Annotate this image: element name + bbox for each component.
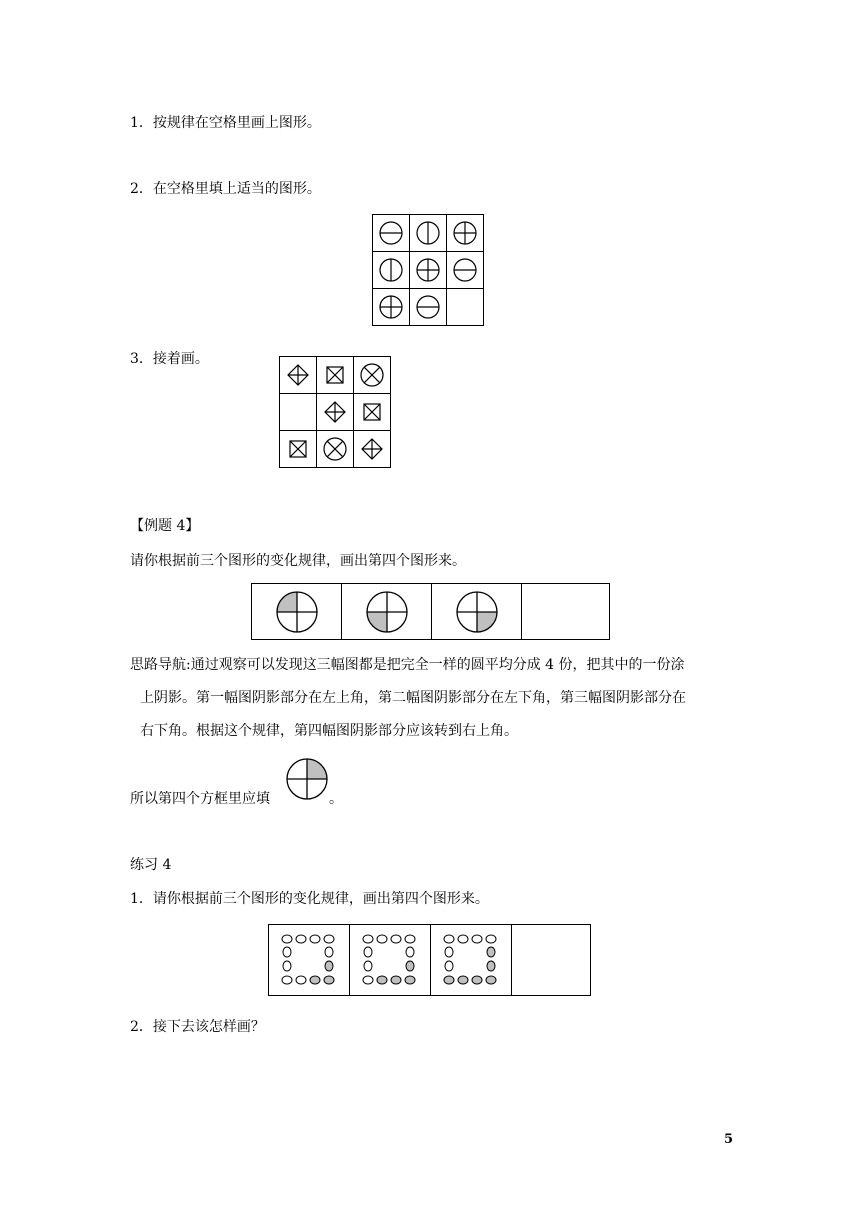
practice-1: 1．请你根据前三个图形的变化规律，画出第四个图形来。 bbox=[130, 891, 489, 907]
diamond-cross-icon bbox=[322, 399, 348, 425]
hint-line-1: 思路导航:通过观察可以发现这三幅图都是把完全一样的圆平均分成 4 份，把其中的一份涂 bbox=[130, 657, 685, 673]
example-title: 【例题 4】 bbox=[130, 518, 200, 534]
circle-horizontal-line-icon bbox=[415, 294, 441, 320]
grid-cell bbox=[447, 215, 484, 252]
circle-horizontal-line-icon bbox=[452, 257, 478, 283]
circle-x-icon bbox=[322, 436, 348, 462]
square-x-icon bbox=[285, 436, 311, 462]
grid-cell bbox=[447, 252, 484, 289]
grid-cell bbox=[410, 215, 447, 252]
grid-cell bbox=[317, 394, 354, 431]
grid-cell bbox=[317, 431, 354, 468]
dot-ring-pattern-2 bbox=[360, 932, 420, 988]
example-prompt: 请你根据前三个图形的变化规律，画出第四个图形来。 bbox=[130, 553, 466, 569]
dot-ring-pattern-1 bbox=[279, 932, 339, 988]
circle-vertical-line-icon bbox=[378, 257, 404, 283]
practice-2: 2．接下去该怎样画？ bbox=[130, 1019, 265, 1035]
grid-cell bbox=[280, 357, 317, 394]
grid-cell bbox=[410, 252, 447, 289]
sequence-cell bbox=[342, 584, 432, 639]
question-3: 3．接着画。 bbox=[130, 351, 209, 367]
shape-grid bbox=[279, 356, 391, 468]
circle-x-icon bbox=[359, 362, 385, 388]
grid-cell-empty[interactable] bbox=[447, 289, 484, 326]
circle-shaded-bottom-right-icon bbox=[455, 590, 499, 634]
grid-cell bbox=[354, 394, 391, 431]
circle-cross-icon bbox=[415, 257, 441, 283]
grid-cell bbox=[373, 252, 410, 289]
practice-title: 练习 4 bbox=[130, 857, 172, 873]
quarter-circle-sequence bbox=[251, 583, 610, 640]
grid-cell bbox=[373, 215, 410, 252]
sequence-cell bbox=[431, 925, 512, 995]
answer-end: 。 bbox=[329, 791, 343, 807]
square-x-icon bbox=[359, 399, 385, 425]
hint-line-2: 上阴影。第一幅图阴影部分在左上角，第二幅图阴影部分在左下角，第三幅图阴影部分在 bbox=[140, 690, 686, 706]
circle-horizontal-line-icon bbox=[378, 220, 404, 246]
grid-cell bbox=[280, 431, 317, 468]
circle-grid bbox=[372, 214, 484, 326]
grid-cell bbox=[373, 289, 410, 326]
circle-cross-icon bbox=[452, 220, 478, 246]
dot-ring-pattern-3 bbox=[441, 932, 501, 988]
square-x-icon bbox=[322, 362, 348, 388]
dot-pattern-sequence bbox=[268, 924, 591, 996]
diamond-cross-icon bbox=[285, 362, 311, 388]
answer-text: 所以第四个方框里应填 bbox=[130, 791, 270, 807]
circle-cross-icon bbox=[378, 294, 404, 320]
sequence-cell bbox=[269, 925, 350, 995]
page-number: 5 bbox=[724, 1132, 734, 1147]
circle-vertical-line-icon bbox=[415, 220, 441, 246]
grid-cell-empty[interactable] bbox=[280, 394, 317, 431]
sequence-cell bbox=[350, 925, 431, 995]
grid-cell bbox=[354, 357, 391, 394]
circle-shaded-top-left-icon bbox=[275, 590, 319, 634]
sequence-cell-empty[interactable] bbox=[512, 925, 590, 995]
answer-circle-shaded-top-right-icon bbox=[285, 757, 329, 801]
sequence-cell-empty[interactable] bbox=[522, 584, 609, 639]
circle-shaded-bottom-left-icon bbox=[365, 590, 409, 634]
hint-line-3: 右下角。根据这个规律，第四幅图阴影部分应该转到右上角。 bbox=[140, 723, 518, 739]
sequence-cell bbox=[252, 584, 342, 639]
sequence-cell bbox=[432, 584, 522, 639]
question-1: 1．按规律在空格里画上图形。 bbox=[130, 115, 321, 131]
grid-cell bbox=[410, 289, 447, 326]
question-2: 2．在空格里填上适当的图形。 bbox=[130, 181, 321, 197]
grid-cell bbox=[317, 357, 354, 394]
grid-cell bbox=[354, 431, 391, 468]
diamond-cross-icon bbox=[359, 436, 385, 462]
